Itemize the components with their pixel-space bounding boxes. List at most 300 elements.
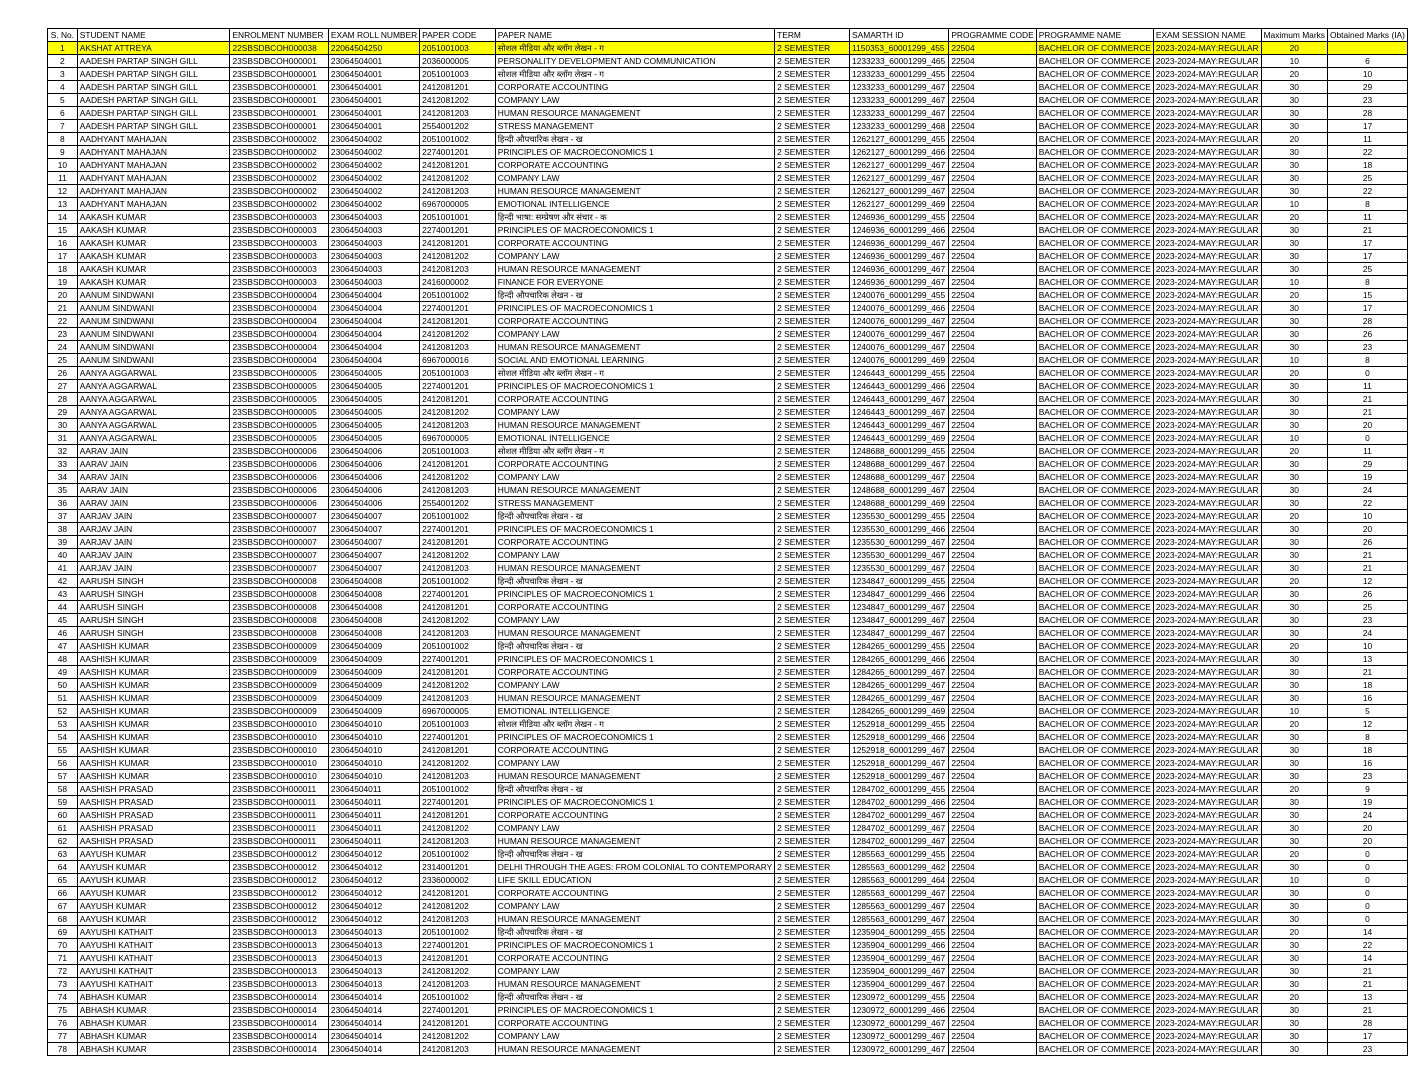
cell-paper-name: PRINCIPLES OF MACROECONOMICS 1 bbox=[495, 380, 774, 393]
cell-enrolment-number: 23SBSDBCOH000003 bbox=[230, 237, 328, 250]
cell-samarth-id: 1235904_60001299_466 bbox=[850, 939, 949, 952]
cell-paper-code: 2554001202 bbox=[420, 120, 496, 133]
cell-exam-roll-number: 23064504011 bbox=[328, 822, 419, 835]
table-row bbox=[48, 562, 1408, 575]
cell-exam-roll-number: 23064504005 bbox=[328, 419, 419, 432]
cell-programme-code: 22504 bbox=[949, 406, 1036, 419]
cell-samarth-id: 1246443_60001299_469 bbox=[850, 432, 949, 445]
cell-sno: 8 bbox=[48, 133, 78, 146]
cell-paper-name: HUMAN RESOURCE MANAGEMENT bbox=[495, 692, 774, 705]
cell-enrolment-number: 23SBSDBCOH000002 bbox=[230, 185, 328, 198]
cell-exam-roll-number: 23064504003 bbox=[328, 276, 419, 289]
cell-sno: 49 bbox=[48, 666, 78, 679]
cell-maximum-marks: 30 bbox=[1261, 185, 1327, 198]
cell-student-name: ABHASH KUMAR bbox=[77, 991, 230, 1004]
cell-student-name: AASHISH KUMAR bbox=[77, 692, 230, 705]
cell-sno: 11 bbox=[48, 172, 78, 185]
cell-exam-roll-number: 23064504002 bbox=[328, 198, 419, 211]
cell-exam-session-name: 2023-2024-MAY:REGULAR bbox=[1153, 458, 1261, 471]
cell-paper-name: PRINCIPLES OF MACROECONOMICS 1 bbox=[495, 224, 774, 237]
cell-student-name: AADESH PARTAP SINGH GILL bbox=[77, 55, 230, 68]
cell-obtained-marks: 28 bbox=[1328, 107, 1408, 120]
cell-enrolment-number: 23SBSDBCOH000009 bbox=[230, 640, 328, 653]
cell-term: 2 SEMESTER bbox=[775, 809, 850, 822]
cell-samarth-id: 1262127_60001299_469 bbox=[850, 198, 949, 211]
cell-paper-name: HUMAN RESOURCE MANAGEMENT bbox=[495, 978, 774, 991]
cell-programme-code: 22504 bbox=[949, 276, 1036, 289]
table-row bbox=[48, 887, 1408, 900]
table-row bbox=[48, 731, 1408, 744]
cell-enrolment-number: 23SBSDBCOH000011 bbox=[230, 809, 328, 822]
cell-exam-roll-number: 23064504006 bbox=[328, 497, 419, 510]
cell-term: 2 SEMESTER bbox=[775, 146, 850, 159]
cell-exam-roll-number: 23064504005 bbox=[328, 432, 419, 445]
cell-sno: 36 bbox=[48, 497, 78, 510]
cell-programme-name: BACHELOR OF COMMERCE bbox=[1036, 94, 1153, 107]
cell-maximum-marks: 20 bbox=[1261, 211, 1327, 224]
cell-exam-roll-number: 23064504006 bbox=[328, 445, 419, 458]
cell-exam-session-name: 2023-2024-MAY:REGULAR bbox=[1153, 81, 1261, 94]
cell-samarth-id: 1235904_60001299_467 bbox=[850, 952, 949, 965]
cell-student-name: AARUSH SINGH bbox=[77, 627, 230, 640]
cell-student-name: AASHISH KUMAR bbox=[77, 705, 230, 718]
cell-obtained-marks: 8 bbox=[1328, 731, 1408, 744]
cell-exam-session-name: 2023-2024-MAY:REGULAR bbox=[1153, 289, 1261, 302]
cell-programme-name: BACHELOR OF COMMERCE bbox=[1036, 731, 1153, 744]
cell-term: 2 SEMESTER bbox=[775, 497, 850, 510]
cell-exam-session-name: 2023-2024-MAY:REGULAR bbox=[1153, 965, 1261, 978]
table-row bbox=[48, 1043, 1408, 1056]
cell-samarth-id: 1233233_60001299_467 bbox=[850, 81, 949, 94]
cell-paper-code: 2051001003 bbox=[420, 42, 496, 55]
cell-term: 2 SEMESTER bbox=[775, 848, 850, 861]
cell-student-name: AAKASH KUMAR bbox=[77, 250, 230, 263]
cell-programme-code: 22504 bbox=[949, 484, 1036, 497]
table-row bbox=[48, 172, 1408, 185]
cell-paper-name: HUMAN RESOURCE MANAGEMENT bbox=[495, 562, 774, 575]
cell-maximum-marks: 20 bbox=[1261, 575, 1327, 588]
cell-samarth-id: 1284702_60001299_466 bbox=[850, 796, 949, 809]
cell-term: 2 SEMESTER bbox=[775, 315, 850, 328]
cell-exam-session-name: 2023-2024-MAY:REGULAR bbox=[1153, 757, 1261, 770]
cell-paper-code: 2336000002 bbox=[420, 874, 496, 887]
cell-exam-session-name: 2023-2024-MAY:REGULAR bbox=[1153, 263, 1261, 276]
header-obtained-marks: Obtained Marks (IA) bbox=[1328, 29, 1408, 42]
cell-student-name: AAKASH KUMAR bbox=[77, 276, 230, 289]
cell-exam-roll-number: 23064504004 bbox=[328, 315, 419, 328]
cell-programme-code: 22504 bbox=[949, 393, 1036, 406]
cell-sno: 71 bbox=[48, 952, 78, 965]
cell-enrolment-number: 23SBSDBCOH000009 bbox=[230, 705, 328, 718]
cell-enrolment-number: 23SBSDBCOH000014 bbox=[230, 1004, 328, 1017]
cell-exam-session-name: 2023-2024-MAY:REGULAR bbox=[1153, 432, 1261, 445]
cell-enrolment-number: 23SBSDBCOH000007 bbox=[230, 536, 328, 549]
cell-exam-session-name: 2023-2024-MAY:REGULAR bbox=[1153, 185, 1261, 198]
cell-obtained-marks: 21 bbox=[1328, 393, 1408, 406]
cell-maximum-marks: 30 bbox=[1261, 1043, 1327, 1056]
cell-obtained-marks: 0 bbox=[1328, 432, 1408, 445]
cell-enrolment-number: 23SBSDBCOH000013 bbox=[230, 952, 328, 965]
cell-maximum-marks: 30 bbox=[1261, 159, 1327, 172]
cell-programme-code: 22504 bbox=[949, 1004, 1036, 1017]
cell-programme-name: BACHELOR OF COMMERCE bbox=[1036, 874, 1153, 887]
cell-exam-roll-number: 23064504009 bbox=[328, 653, 419, 666]
cell-enrolment-number: 23SBSDBCOH000002 bbox=[230, 172, 328, 185]
cell-obtained-marks: 16 bbox=[1328, 757, 1408, 770]
cell-maximum-marks: 30 bbox=[1261, 666, 1327, 679]
cell-paper-name: HUMAN RESOURCE MANAGEMENT bbox=[495, 1043, 774, 1056]
cell-sno: 51 bbox=[48, 692, 78, 705]
cell-programme-code: 22504 bbox=[949, 146, 1036, 159]
cell-paper-code: 2412081203 bbox=[420, 978, 496, 991]
cell-obtained-marks: 16 bbox=[1328, 692, 1408, 705]
cell-programme-code: 22504 bbox=[949, 731, 1036, 744]
cell-sno: 26 bbox=[48, 367, 78, 380]
cell-paper-code: 2274001201 bbox=[420, 731, 496, 744]
cell-term: 2 SEMESTER bbox=[775, 562, 850, 575]
cell-programme-name: BACHELOR OF COMMERCE bbox=[1036, 770, 1153, 783]
cell-enrolment-number: 23SBSDBCOH000004 bbox=[230, 315, 328, 328]
cell-obtained-marks: 26 bbox=[1328, 328, 1408, 341]
cell-student-name: AAYUSH KUMAR bbox=[77, 848, 230, 861]
cell-obtained-marks: 24 bbox=[1328, 809, 1408, 822]
cell-student-name: AANUM SINDWANI bbox=[77, 341, 230, 354]
cell-paper-code: 2416000002 bbox=[420, 276, 496, 289]
cell-maximum-marks: 30 bbox=[1261, 614, 1327, 627]
cell-term: 2 SEMESTER bbox=[775, 536, 850, 549]
cell-maximum-marks: 30 bbox=[1261, 419, 1327, 432]
cell-student-name: AANUM SINDWANI bbox=[77, 302, 230, 315]
cell-programme-name: BACHELOR OF COMMERCE bbox=[1036, 861, 1153, 874]
cell-samarth-id: 1234847_60001299_455 bbox=[850, 575, 949, 588]
cell-exam-roll-number: 23064504007 bbox=[328, 536, 419, 549]
table-row bbox=[48, 81, 1408, 94]
cell-obtained-marks: 20 bbox=[1328, 822, 1408, 835]
cell-exam-session-name: 2023-2024-MAY:REGULAR bbox=[1153, 705, 1261, 718]
cell-samarth-id: 1234847_60001299_467 bbox=[850, 614, 949, 627]
cell-exam-session-name: 2023-2024-MAY:REGULAR bbox=[1153, 328, 1261, 341]
cell-samarth-id: 1284265_60001299_469 bbox=[850, 705, 949, 718]
cell-programme-code: 22504 bbox=[949, 900, 1036, 913]
cell-paper-code: 2412081202 bbox=[420, 406, 496, 419]
cell-maximum-marks: 30 bbox=[1261, 81, 1327, 94]
cell-sno: 18 bbox=[48, 263, 78, 276]
table-row bbox=[48, 744, 1408, 757]
cell-paper-name: हिन्दी औपचारिक लेखन - ख bbox=[495, 926, 774, 939]
cell-paper-name: EMOTIONAL INTELLIGENCE bbox=[495, 198, 774, 211]
cell-paper-name: HUMAN RESOURCE MANAGEMENT bbox=[495, 419, 774, 432]
cell-student-name: AARJAV JAIN bbox=[77, 562, 230, 575]
table-row bbox=[48, 315, 1408, 328]
cell-maximum-marks: 20 bbox=[1261, 133, 1327, 146]
cell-exam-roll-number: 23064504004 bbox=[328, 302, 419, 315]
cell-programme-code: 22504 bbox=[949, 822, 1036, 835]
cell-enrolment-number: 23SBSDBCOH000006 bbox=[230, 484, 328, 497]
cell-programme-code: 22504 bbox=[949, 653, 1036, 666]
cell-obtained-marks: 6 bbox=[1328, 55, 1408, 68]
cell-samarth-id: 1230972_60001299_466 bbox=[850, 1004, 949, 1017]
cell-sno: 30 bbox=[48, 419, 78, 432]
cell-term: 2 SEMESTER bbox=[775, 302, 850, 315]
cell-paper-code: 2412081201 bbox=[420, 952, 496, 965]
cell-obtained-marks: 0 bbox=[1328, 848, 1408, 861]
cell-enrolment-number: 23SBSDBCOH000008 bbox=[230, 627, 328, 640]
cell-programme-name: BACHELOR OF COMMERCE bbox=[1036, 289, 1153, 302]
header-exam-roll-number: EXAM ROLL NUMBER bbox=[328, 29, 419, 42]
cell-programme-name: BACHELOR OF COMMERCE bbox=[1036, 237, 1153, 250]
cell-exam-roll-number: 23064504007 bbox=[328, 562, 419, 575]
cell-term: 2 SEMESTER bbox=[775, 1017, 850, 1030]
cell-paper-name: सोशल मीडिया और ब्लॉग लेखन - ग bbox=[495, 367, 774, 380]
cell-samarth-id: 1252918_60001299_467 bbox=[850, 757, 949, 770]
cell-programme-code: 22504 bbox=[949, 133, 1036, 146]
cell-student-name: AARAV JAIN bbox=[77, 458, 230, 471]
table-row bbox=[48, 939, 1408, 952]
cell-term: 2 SEMESTER bbox=[775, 718, 850, 731]
cell-programme-code: 22504 bbox=[949, 341, 1036, 354]
cell-obtained-marks: 21 bbox=[1328, 965, 1408, 978]
cell-programme-code: 22504 bbox=[949, 198, 1036, 211]
table-row bbox=[48, 549, 1408, 562]
cell-obtained-marks: 15 bbox=[1328, 289, 1408, 302]
cell-maximum-marks: 30 bbox=[1261, 1004, 1327, 1017]
cell-paper-code: 6967000005 bbox=[420, 432, 496, 445]
cell-exam-roll-number: 23064504003 bbox=[328, 211, 419, 224]
cell-paper-code: 2051001002 bbox=[420, 640, 496, 653]
cell-programme-code: 22504 bbox=[949, 640, 1036, 653]
cell-paper-code: 2412081202 bbox=[420, 1030, 496, 1043]
cell-obtained-marks: 14 bbox=[1328, 926, 1408, 939]
cell-exam-session-name: 2023-2024-MAY:REGULAR bbox=[1153, 640, 1261, 653]
cell-exam-session-name: 2023-2024-MAY:REGULAR bbox=[1153, 198, 1261, 211]
cell-samarth-id: 1285563_60001299_467 bbox=[850, 887, 949, 900]
cell-term: 2 SEMESTER bbox=[775, 757, 850, 770]
cell-samarth-id: 1284265_60001299_467 bbox=[850, 679, 949, 692]
cell-programme-name: BACHELOR OF COMMERCE bbox=[1036, 263, 1153, 276]
cell-paper-code: 2412081201 bbox=[420, 809, 496, 822]
cell-paper-name: सोशल मीडिया और ब्लॉग लेखन - ग bbox=[495, 445, 774, 458]
cell-programme-name: BACHELOR OF COMMERCE bbox=[1036, 55, 1153, 68]
cell-exam-roll-number: 23064504012 bbox=[328, 874, 419, 887]
cell-paper-name: CORPORATE ACCOUNTING bbox=[495, 809, 774, 822]
cell-exam-session-name: 2023-2024-MAY:REGULAR bbox=[1153, 926, 1261, 939]
table-row bbox=[48, 692, 1408, 705]
cell-exam-session-name: 2023-2024-MAY:REGULAR bbox=[1153, 666, 1261, 679]
cell-student-name: AAYUSHI KATHAIT bbox=[77, 939, 230, 952]
cell-enrolment-number: 23SBSDBCOH000007 bbox=[230, 510, 328, 523]
cell-enrolment-number: 23SBSDBCOH000001 bbox=[230, 107, 328, 120]
cell-sno: 56 bbox=[48, 757, 78, 770]
cell-paper-code: 2412081202 bbox=[420, 549, 496, 562]
cell-samarth-id: 1284702_60001299_467 bbox=[850, 822, 949, 835]
cell-enrolment-number: 23SBSDBCOH000003 bbox=[230, 250, 328, 263]
cell-programme-name: BACHELOR OF COMMERCE bbox=[1036, 809, 1153, 822]
cell-sno: 38 bbox=[48, 523, 78, 536]
cell-programme-name: BACHELOR OF COMMERCE bbox=[1036, 523, 1153, 536]
cell-student-name: AADESH PARTAP SINGH GILL bbox=[77, 94, 230, 107]
cell-sno: 57 bbox=[48, 770, 78, 783]
cell-paper-name: COMPANY LAW bbox=[495, 471, 774, 484]
cell-term: 2 SEMESTER bbox=[775, 744, 850, 757]
cell-samarth-id: 1235904_60001299_467 bbox=[850, 978, 949, 991]
cell-maximum-marks: 10 bbox=[1261, 276, 1327, 289]
cell-samarth-id: 1285563_60001299_455 bbox=[850, 848, 949, 861]
cell-paper-code: 2412081201 bbox=[420, 458, 496, 471]
table-row bbox=[48, 588, 1408, 601]
table-row bbox=[48, 484, 1408, 497]
cell-student-name: AAYUSHI KATHAIT bbox=[77, 926, 230, 939]
table-row bbox=[48, 497, 1408, 510]
cell-obtained-marks: 9 bbox=[1328, 783, 1408, 796]
cell-term: 2 SEMESTER bbox=[775, 263, 850, 276]
cell-sno: 22 bbox=[48, 315, 78, 328]
cell-enrolment-number: 23SBSDBCOH000013 bbox=[230, 965, 328, 978]
cell-obtained-marks: 24 bbox=[1328, 484, 1408, 497]
cell-maximum-marks: 20 bbox=[1261, 68, 1327, 81]
cell-maximum-marks: 30 bbox=[1261, 770, 1327, 783]
cell-sno: 58 bbox=[48, 783, 78, 796]
cell-term: 2 SEMESTER bbox=[775, 640, 850, 653]
cell-maximum-marks: 30 bbox=[1261, 172, 1327, 185]
cell-exam-session-name: 2023-2024-MAY:REGULAR bbox=[1153, 133, 1261, 146]
cell-exam-session-name: 2023-2024-MAY:REGULAR bbox=[1153, 393, 1261, 406]
cell-programme-name: BACHELOR OF COMMERCE bbox=[1036, 614, 1153, 627]
cell-exam-roll-number: 23064504002 bbox=[328, 133, 419, 146]
cell-samarth-id: 1233233_60001299_468 bbox=[850, 120, 949, 133]
cell-programme-code: 22504 bbox=[949, 497, 1036, 510]
cell-enrolment-number: 23SBSDBCOH000006 bbox=[230, 458, 328, 471]
cell-exam-session-name: 2023-2024-MAY:REGULAR bbox=[1153, 224, 1261, 237]
cell-paper-code: 2554001202 bbox=[420, 497, 496, 510]
cell-maximum-marks: 30 bbox=[1261, 224, 1327, 237]
cell-paper-name: CORPORATE ACCOUNTING bbox=[495, 159, 774, 172]
cell-paper-name: HUMAN RESOURCE MANAGEMENT bbox=[495, 107, 774, 120]
cell-programme-name: BACHELOR OF COMMERCE bbox=[1036, 536, 1153, 549]
cell-maximum-marks: 20 bbox=[1261, 640, 1327, 653]
cell-maximum-marks: 30 bbox=[1261, 549, 1327, 562]
cell-sno: 67 bbox=[48, 900, 78, 913]
cell-programme-code: 22504 bbox=[949, 224, 1036, 237]
cell-exam-roll-number: 23064504007 bbox=[328, 523, 419, 536]
table-row bbox=[48, 653, 1408, 666]
cell-programme-name: BACHELOR OF COMMERCE bbox=[1036, 1030, 1153, 1043]
cell-programme-name: BACHELOR OF COMMERCE bbox=[1036, 796, 1153, 809]
cell-maximum-marks: 10 bbox=[1261, 705, 1327, 718]
cell-sno: 31 bbox=[48, 432, 78, 445]
cell-paper-name: HUMAN RESOURCE MANAGEMENT bbox=[495, 263, 774, 276]
cell-exam-roll-number: 23064504002 bbox=[328, 146, 419, 159]
cell-paper-name: हिन्दी भाषा: सम्प्रेषण और संचार - क bbox=[495, 211, 774, 224]
cell-exam-roll-number: 23064504003 bbox=[328, 237, 419, 250]
table-row bbox=[48, 159, 1408, 172]
cell-student-name: AASHISH KUMAR bbox=[77, 718, 230, 731]
cell-paper-code: 2274001201 bbox=[420, 1004, 496, 1017]
table-row bbox=[48, 718, 1408, 731]
cell-exam-roll-number: 23064504006 bbox=[328, 458, 419, 471]
cell-paper-name: CORPORATE ACCOUNTING bbox=[495, 458, 774, 471]
cell-maximum-marks: 30 bbox=[1261, 627, 1327, 640]
cell-exam-session-name: 2023-2024-MAY:REGULAR bbox=[1153, 55, 1261, 68]
cell-paper-name: PRINCIPLES OF MACROECONOMICS 1 bbox=[495, 302, 774, 315]
cell-exam-roll-number: 23064504009 bbox=[328, 679, 419, 692]
cell-paper-name: हिन्दी औपचारिक लेखन - ख bbox=[495, 289, 774, 302]
cell-programme-code: 22504 bbox=[949, 770, 1036, 783]
cell-paper-name: COMPANY LAW bbox=[495, 965, 774, 978]
cell-enrolment-number: 23SBSDBCOH000011 bbox=[230, 822, 328, 835]
cell-maximum-marks: 30 bbox=[1261, 692, 1327, 705]
cell-exam-session-name: 2023-2024-MAY:REGULAR bbox=[1153, 549, 1261, 562]
cell-paper-code: 6967000005 bbox=[420, 705, 496, 718]
cell-exam-session-name: 2023-2024-MAY:REGULAR bbox=[1153, 913, 1261, 926]
cell-programme-code: 22504 bbox=[949, 601, 1036, 614]
cell-exam-session-name: 2023-2024-MAY:REGULAR bbox=[1153, 510, 1261, 523]
cell-samarth-id: 1240076_60001299_467 bbox=[850, 341, 949, 354]
cell-obtained-marks: 21 bbox=[1328, 978, 1408, 991]
cell-term: 2 SEMESTER bbox=[775, 510, 850, 523]
table-row bbox=[48, 250, 1408, 263]
cell-samarth-id: 1284702_60001299_467 bbox=[850, 835, 949, 848]
cell-obtained-marks: 23 bbox=[1328, 1043, 1408, 1056]
cell-paper-code: 2412081202 bbox=[420, 614, 496, 627]
cell-samarth-id: 1248688_60001299_467 bbox=[850, 484, 949, 497]
cell-student-name: AANYA AGGARWAL bbox=[77, 393, 230, 406]
cell-obtained-marks: 24 bbox=[1328, 627, 1408, 640]
cell-exam-roll-number: 23064504009 bbox=[328, 692, 419, 705]
cell-obtained-marks: 20 bbox=[1328, 835, 1408, 848]
table-row bbox=[48, 237, 1408, 250]
cell-maximum-marks: 30 bbox=[1261, 978, 1327, 991]
cell-exam-session-name: 2023-2024-MAY:REGULAR bbox=[1153, 1043, 1261, 1056]
cell-programme-code: 22504 bbox=[949, 120, 1036, 133]
cell-programme-name: BACHELOR OF COMMERCE bbox=[1036, 627, 1153, 640]
cell-samarth-id: 1234847_60001299_467 bbox=[850, 627, 949, 640]
cell-paper-code: 2314001201 bbox=[420, 861, 496, 874]
cell-programme-code: 22504 bbox=[949, 939, 1036, 952]
cell-programme-name: BACHELOR OF COMMERCE bbox=[1036, 705, 1153, 718]
cell-sno: 60 bbox=[48, 809, 78, 822]
cell-paper-name: PRINCIPLES OF MACROECONOMICS 1 bbox=[495, 523, 774, 536]
cell-exam-roll-number: 23064504013 bbox=[328, 926, 419, 939]
cell-paper-name: HUMAN RESOURCE MANAGEMENT bbox=[495, 913, 774, 926]
cell-term: 2 SEMESTER bbox=[775, 1043, 850, 1056]
header-samarth-id: SAMARTH ID bbox=[850, 29, 949, 42]
cell-enrolment-number: 23SBSDBCOH000005 bbox=[230, 406, 328, 419]
table-row bbox=[48, 770, 1408, 783]
cell-paper-code: 2412081202 bbox=[420, 822, 496, 835]
cell-enrolment-number: 23SBSDBCOH000007 bbox=[230, 562, 328, 575]
cell-term: 2 SEMESTER bbox=[775, 81, 850, 94]
cell-programme-name: BACHELOR OF COMMERCE bbox=[1036, 120, 1153, 133]
cell-paper-code: 2412081202 bbox=[420, 250, 496, 263]
table-row bbox=[48, 900, 1408, 913]
cell-programme-code: 22504 bbox=[949, 419, 1036, 432]
cell-exam-session-name: 2023-2024-MAY:REGULAR bbox=[1153, 575, 1261, 588]
cell-enrolment-number: 23SBSDBCOH000014 bbox=[230, 1017, 328, 1030]
cell-obtained-marks: 0 bbox=[1328, 874, 1408, 887]
cell-sno: 78 bbox=[48, 1043, 78, 1056]
cell-student-name: AADHYANT MAHAJAN bbox=[77, 185, 230, 198]
cell-exam-session-name: 2023-2024-MAY:REGULAR bbox=[1153, 94, 1261, 107]
cell-obtained-marks: 21 bbox=[1328, 406, 1408, 419]
cell-student-name: AAYUSHI KATHAIT bbox=[77, 952, 230, 965]
cell-term: 2 SEMESTER bbox=[775, 601, 850, 614]
cell-obtained-marks: 0 bbox=[1328, 913, 1408, 926]
cell-samarth-id: 1262127_60001299_467 bbox=[850, 172, 949, 185]
table-row bbox=[48, 458, 1408, 471]
cell-enrolment-number: 23SBSDBCOH000005 bbox=[230, 380, 328, 393]
cell-term: 2 SEMESTER bbox=[775, 965, 850, 978]
cell-sno: 54 bbox=[48, 731, 78, 744]
